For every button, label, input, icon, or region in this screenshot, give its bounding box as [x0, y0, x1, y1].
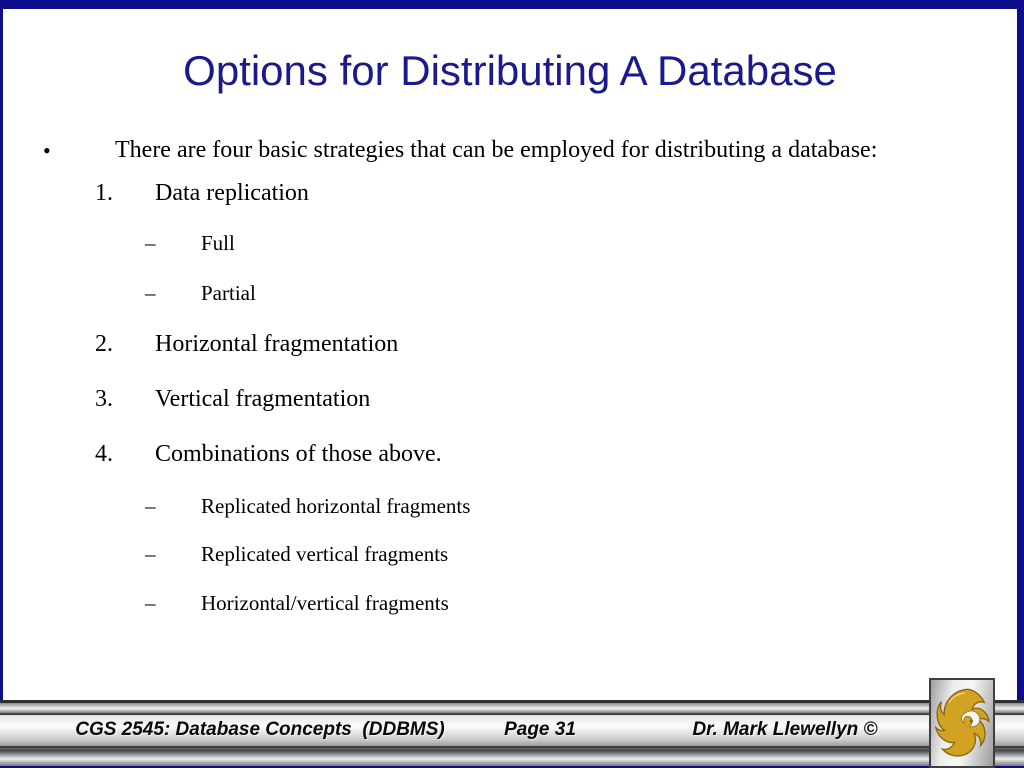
outline-item	[3, 177, 1017, 210]
footer-page-number: Page 31	[504, 719, 576, 740]
slide-outline	[3, 129, 1017, 618]
outline-item-text: Data replication	[155, 180, 309, 206]
dash-marker: –	[145, 281, 156, 305]
outline-item	[3, 383, 1017, 416]
dash-marker: –	[145, 494, 156, 518]
footer-author-label: Dr. Mark Llewellyn ©	[692, 719, 878, 740]
outline-item	[3, 278, 1017, 308]
slide-title: Options for Distributing A Database	[183, 47, 837, 94]
outline-item	[3, 129, 1017, 172]
outline-item-text: Combinations of those above.	[155, 441, 442, 467]
bullet-marker: •	[43, 138, 51, 163]
outline-item-text: Vertical fragmentation	[155, 386, 371, 412]
dash-marker: –	[145, 231, 156, 255]
footer-bottom-bar	[0, 748, 1024, 766]
number-marker: 3.	[95, 386, 113, 412]
pegasus-icon	[934, 683, 990, 763]
slide-canvas	[3, 9, 1017, 700]
outline-item	[3, 438, 1017, 471]
outline-item	[3, 328, 1017, 361]
outline-item-text: Replicated horizontal fragments	[201, 494, 471, 518]
outline-item	[3, 491, 1017, 521]
outline-item	[3, 228, 1017, 258]
ucf-pegasus-logo	[929, 678, 995, 768]
outline-item-text: Full	[201, 231, 235, 255]
number-marker: 2.	[95, 331, 113, 357]
outline-item-text: There are four basic strategies that can be employed for distributing a database:	[115, 137, 878, 163]
outline-item-text: Horizontal/vertical fragments	[201, 591, 449, 615]
footer-bars	[0, 700, 1024, 768]
outline-item-text: Horizontal fragmentation	[155, 331, 399, 357]
number-marker: 1.	[95, 180, 113, 206]
outline-item-text: Partial	[201, 281, 256, 305]
footer-top-bar	[0, 700, 1024, 715]
footer-course-label: CGS 2545: Database Concepts (DDBMS)	[75, 719, 445, 740]
outline-item	[3, 588, 1017, 618]
outline-item	[3, 539, 1017, 569]
number-marker: 4.	[95, 441, 113, 467]
outline-item-text: Replicated vertical fragments	[201, 542, 449, 566]
dash-marker: –	[145, 542, 156, 566]
footer-text-bar	[0, 715, 1024, 748]
dash-marker: –	[145, 591, 156, 615]
